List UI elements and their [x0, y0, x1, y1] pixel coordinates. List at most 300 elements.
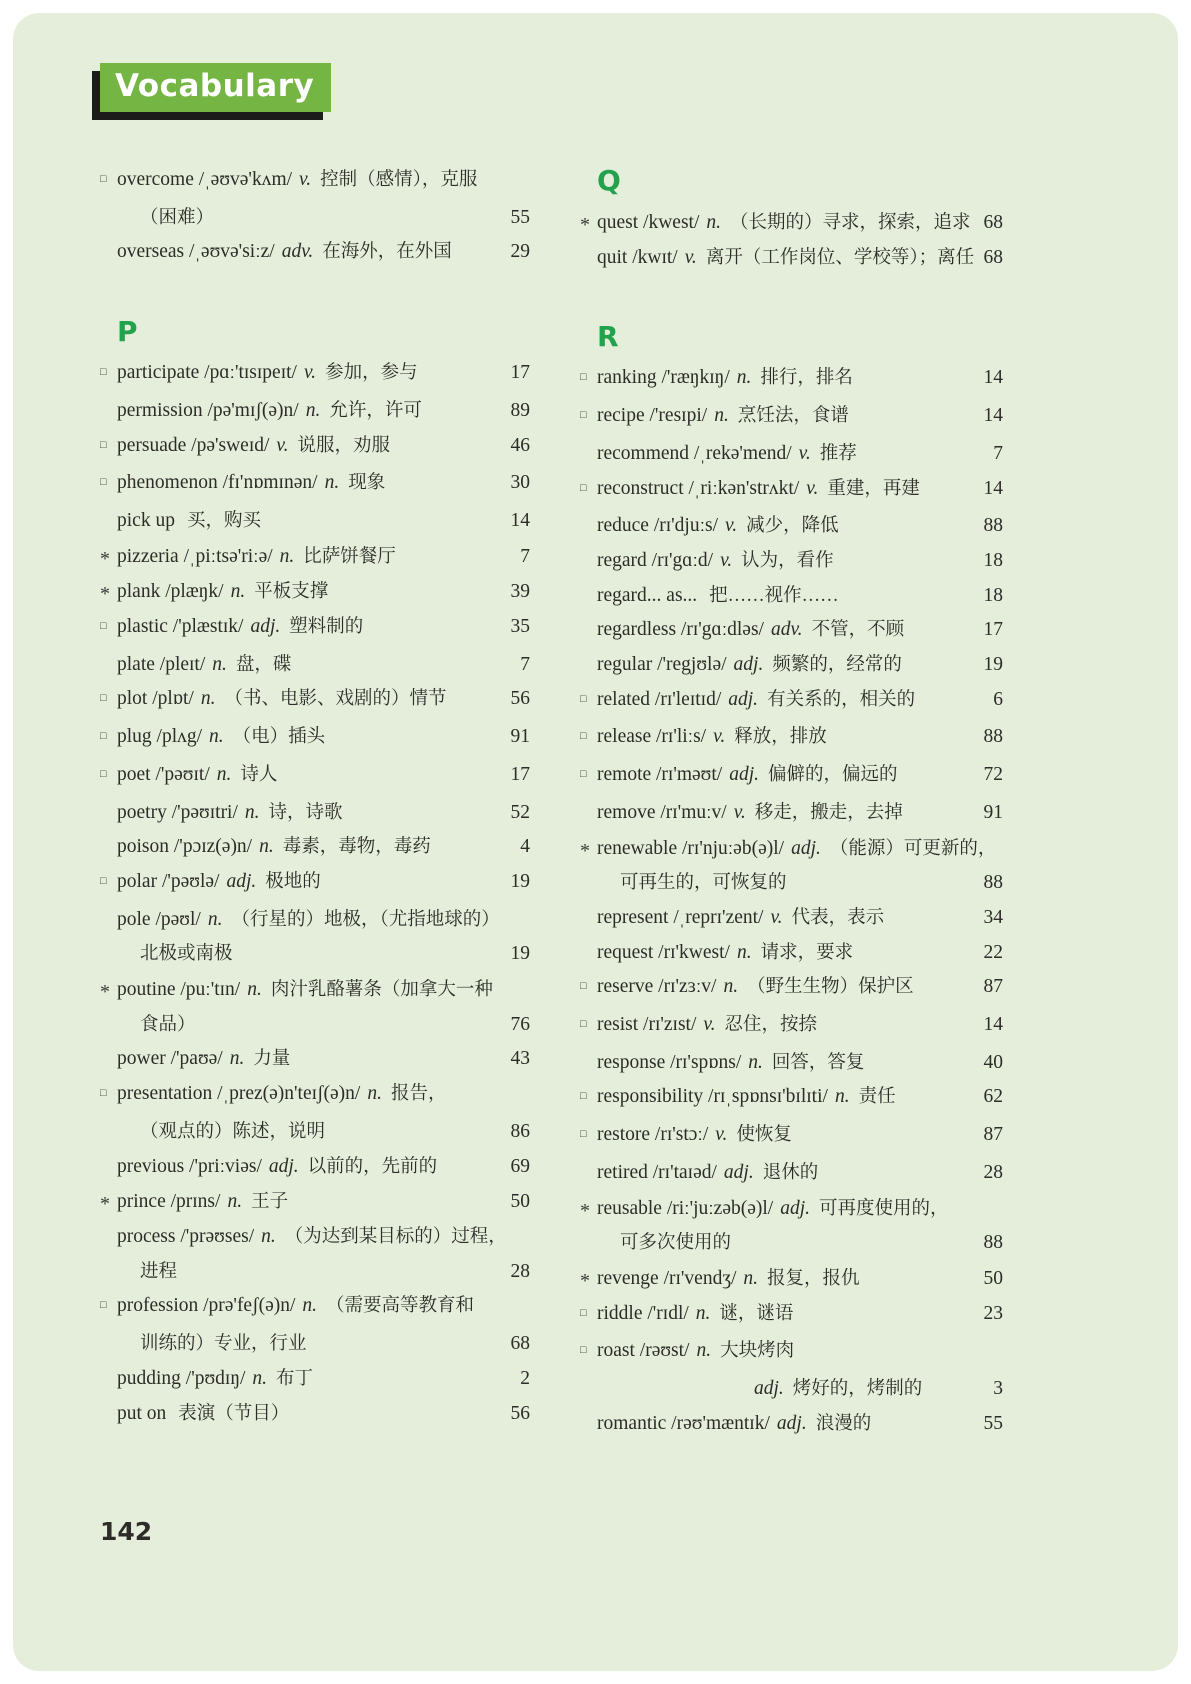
page-reference: 76 — [510, 1013, 530, 1035]
part-of-speech: n. — [209, 726, 224, 748]
part-of-speech: v. — [725, 515, 738, 537]
vocab-entry — [580, 1008, 1003, 1046]
chinese-definition: 回答，答复 — [771, 1052, 865, 1073]
part-of-speech: v. — [703, 1014, 716, 1036]
chinese-definition: 肉汁乳酪薯条（加拿大一种 — [270, 980, 493, 1001]
entry-text — [117, 1115, 492, 1150]
chinese-definition: 控制（感情），克服 — [320, 170, 478, 190]
entry-word-phonetic: regular /'regjʊlə/ — [597, 654, 727, 676]
entry-text — [117, 865, 492, 900]
vocab-entry — [100, 163, 530, 235]
entry-word-phonetic: reusable /riː'juːzəb(ə)l/ — [597, 1197, 774, 1219]
part-of-speech: n. — [200, 688, 216, 710]
square-marker-icon: □ — [580, 981, 587, 993]
entry-word-phonetic: quest /kwest/ — [597, 212, 700, 233]
part-of-speech: adj. — [791, 837, 821, 859]
square-marker-icon: □ — [580, 482, 587, 494]
square-marker-icon: □ — [580, 1345, 587, 1357]
chinese-definition: 推荐 — [819, 443, 857, 464]
vocab-entry — [580, 796, 1003, 831]
chinese-definition: 王子 — [251, 1192, 289, 1213]
square-marker-icon: □ — [580, 1091, 587, 1103]
square-marker-icon: □ — [100, 693, 107, 705]
part-of-speech: v. — [303, 362, 317, 384]
page-reference: 17 — [983, 619, 1003, 641]
page-reference: 22 — [983, 941, 1003, 963]
star-marker-icon: * — [580, 1199, 590, 1222]
entry-line — [580, 1372, 1003, 1407]
page-reference: 14 — [983, 1014, 1003, 1036]
entry-text — [597, 1192, 965, 1227]
vocab-entry — [100, 682, 530, 720]
page-reference: 2 — [520, 1367, 530, 1389]
entry-line — [580, 437, 1003, 472]
vocab-entry — [580, 437, 1003, 472]
vocab-entry — [100, 356, 530, 394]
page-reference: 87 — [983, 976, 1003, 998]
entry-line — [580, 1046, 1003, 1081]
star-marker-icon: * — [580, 1269, 590, 1292]
entry-line — [100, 648, 530, 683]
page-reference: 91 — [983, 801, 1003, 823]
part-of-speech: adj. — [268, 1155, 299, 1177]
entry-word-phonetic: prince /prɪns/ — [117, 1191, 221, 1213]
entry-word-phonetic: plug /plʌg/ — [117, 726, 203, 748]
entry-word-phonetic: remove /rɪ'muːv/ — [597, 801, 727, 823]
entry-text — [597, 1372, 965, 1407]
entry-text — [117, 1042, 492, 1077]
chinese-definition: 力量 — [253, 1049, 291, 1070]
square-marker-icon: □ — [580, 693, 587, 705]
entry-word-phonetic: poet /'pəʊɪt/ — [117, 763, 210, 785]
entry-word-phonetic: previous /'priːviəs/ — [117, 1155, 262, 1177]
vocab-entry — [580, 1334, 1003, 1406]
page-panel — [13, 13, 1178, 1671]
part-of-speech: n. — [696, 1340, 712, 1362]
entry-line — [100, 903, 530, 938]
entry-text — [597, 1080, 965, 1115]
entry-word-phonetic: quit /kwɪt/ — [597, 246, 678, 268]
page-reference: 29 — [510, 241, 530, 263]
chinese-definition: 代表，表示 — [791, 907, 885, 928]
part-of-speech: n. — [212, 653, 227, 675]
vocab-entry — [580, 758, 1003, 796]
entry-line — [100, 610, 530, 648]
entry-line — [100, 937, 530, 972]
square-marker-icon: □ — [100, 875, 107, 887]
chinese-definition: 训练的）专业，行业 — [140, 1334, 307, 1355]
entry-line — [580, 1191, 1003, 1227]
page-reference: 4 — [520, 836, 530, 858]
entry-word-phonetic: regardless /rɪ'gɑːdləs/ — [597, 619, 764, 641]
chinese-definition: 盘，碟 — [235, 654, 292, 675]
entry-line — [100, 1397, 530, 1432]
part-of-speech: v. — [733, 801, 746, 823]
entry-word-phonetic: restore /rɪ'stɔː/ — [597, 1124, 709, 1146]
entry-line — [100, 796, 530, 831]
entry-line — [100, 758, 530, 796]
chinese-definition: 可再生的，可恢复的 — [620, 873, 787, 894]
page-reference: 14 — [983, 405, 1003, 427]
page-reference: 6 — [993, 688, 1003, 710]
vocab-entry — [100, 1362, 530, 1397]
chinese-definition: 比萨饼餐厅 — [303, 546, 396, 567]
vocabulary-header-banner — [100, 63, 331, 112]
page-reference: 3 — [993, 1378, 1003, 1400]
entry-line — [580, 1226, 1003, 1261]
square-marker-icon: □ — [580, 410, 587, 422]
vocab-entry — [580, 831, 1003, 901]
page-reference: 56 — [510, 688, 530, 710]
entry-line — [580, 544, 1003, 579]
entry-word-phonetic: poutine /puː'tɪn/ — [117, 979, 241, 1001]
part-of-speech: adj. — [776, 1412, 807, 1434]
page-reference: 18 — [983, 584, 1003, 606]
entry-text — [117, 394, 492, 429]
chinese-definition: 责任 — [858, 1087, 896, 1108]
entry-line — [100, 1327, 530, 1362]
entry-text — [597, 613, 965, 648]
entry-line — [580, 579, 1003, 614]
chinese-definition: （为达到某目标的）过程， — [284, 1226, 507, 1247]
page-reference: 17 — [510, 362, 530, 384]
vocab-entry — [100, 758, 530, 796]
page-reference: 7 — [520, 545, 530, 567]
entry-text — [117, 235, 492, 270]
chinese-definition: 进程 — [140, 1261, 178, 1282]
part-of-speech: n. — [695, 1302, 711, 1324]
page-reference: 68 — [983, 212, 1003, 233]
chinese-definition: （困难） — [140, 207, 215, 228]
entry-word-phonetic: presentation /ˌprez(ə)n'teɪʃ(ə)n/ — [117, 1083, 361, 1105]
entry-line — [580, 648, 1003, 683]
entry-word-phonetic: related /rɪ'leɪtɪd/ — [597, 688, 722, 710]
entry-line — [580, 970, 1003, 1008]
vocab-entry — [580, 901, 1003, 936]
part-of-speech: n. — [259, 836, 274, 858]
vocab-entry — [580, 472, 1003, 510]
entry-text — [117, 973, 492, 1008]
entry-text — [597, 1297, 965, 1332]
entry-word-phonetic: response /rɪ'spɒns/ — [597, 1051, 742, 1073]
entry-word-phonetic: plot /plɒt/ — [117, 688, 194, 710]
entry-text — [597, 683, 965, 718]
chinese-definition: 塑料制的 — [289, 617, 364, 638]
chinese-definition: 以前的，先前的 — [307, 1156, 438, 1177]
vocab-entry — [580, 1156, 1003, 1191]
chinese-definition: 退休的 — [762, 1162, 819, 1183]
page-reference: 91 — [510, 726, 530, 748]
entry-line — [580, 1008, 1003, 1046]
chinese-definition: （长期的）寻求，探索，追求 — [730, 213, 971, 233]
part-of-speech: adj. — [780, 1197, 811, 1219]
chinese-definition: （电）插头 — [232, 727, 326, 748]
vocab-entry — [580, 1297, 1003, 1335]
square-marker-icon: □ — [580, 769, 587, 781]
entry-text — [597, 361, 965, 396]
entry-text — [117, 201, 492, 236]
part-of-speech: n. — [216, 763, 232, 785]
vocab-entry — [100, 1077, 530, 1149]
vocab-entry — [580, 1261, 1003, 1297]
entry-word-phonetic: retired /rɪ'taɪəd/ — [597, 1161, 717, 1183]
page-reference: 14 — [983, 477, 1003, 499]
part-of-speech: n. — [302, 1295, 318, 1317]
vocab-entry — [100, 466, 530, 504]
part-of-speech: n. — [736, 941, 752, 963]
entry-line — [100, 1220, 530, 1255]
entry-line — [100, 1362, 530, 1397]
vocab-entry — [100, 235, 530, 270]
entry-text — [117, 429, 492, 464]
chinese-definition: 不管，不顾 — [811, 620, 905, 641]
square-marker-icon: □ — [100, 477, 107, 489]
vocab-entry — [100, 1397, 530, 1432]
vocab-entry — [580, 648, 1003, 683]
page-reference: 68 — [510, 1333, 530, 1355]
entry-text — [117, 504, 492, 539]
chinese-definition: 诗，诗歌 — [268, 802, 343, 823]
chinese-definition: 允许，许可 — [329, 400, 422, 421]
chinese-definition: 减少，降低 — [746, 516, 839, 537]
square-marker-icon: □ — [100, 174, 107, 185]
part-of-speech: adv. — [281, 241, 314, 263]
entry-line — [580, 866, 1003, 901]
entry-word-phonetic: pole /pəʊl/ — [117, 908, 201, 930]
entry-line — [580, 1334, 1003, 1372]
chinese-definition: 毒素，毒物，毒药 — [282, 837, 431, 858]
entry-word-phonetic: riddle /'rɪdl/ — [597, 1302, 689, 1324]
page-reference: 52 — [510, 801, 530, 823]
vocab-entry — [580, 1046, 1003, 1081]
part-of-speech: adj. — [733, 654, 764, 676]
square-marker-icon: □ — [100, 768, 107, 780]
chinese-definition: 频繁的，经常的 — [772, 655, 902, 676]
page-reference: 88 — [983, 726, 1003, 748]
entry-text — [117, 937, 492, 972]
entry-line — [100, 972, 530, 1008]
entry-word-phonetic: put on — [117, 1402, 167, 1424]
square-marker-icon: □ — [580, 1019, 587, 1031]
part-of-speech: adj. — [728, 688, 759, 710]
chinese-definition: 诗人 — [240, 764, 278, 785]
square-marker-icon: □ — [580, 372, 587, 384]
entry-text — [117, 1150, 492, 1185]
page-reference: 35 — [510, 616, 530, 638]
entry-text — [597, 970, 965, 1005]
entry-word-phonetic: plastic /'plæstɪk/ — [117, 616, 244, 638]
entry-word-phonetic: regard... as... — [597, 584, 698, 606]
part-of-speech: n. — [252, 1367, 268, 1389]
part-of-speech: adv. — [770, 619, 803, 641]
page-reference: 89 — [510, 399, 530, 421]
part-of-speech: n. — [261, 1225, 276, 1247]
chinese-definition: 重建，再建 — [827, 478, 920, 499]
chinese-definition: 大块烤肉 — [720, 1341, 795, 1362]
page-reference: 23 — [983, 1302, 1003, 1324]
part-of-speech: adj. — [729, 764, 760, 786]
page-reference: 50 — [983, 1267, 1003, 1289]
vocab-entry — [100, 394, 530, 429]
square-marker-icon: □ — [580, 1129, 587, 1141]
entry-text — [117, 1397, 492, 1432]
entry-word-phonetic: reduce /rɪ'djuːs/ — [597, 515, 719, 537]
entry-line — [580, 509, 1003, 544]
part-of-speech: adj. — [754, 1378, 784, 1400]
page-reference: 19 — [510, 870, 530, 892]
chinese-definition: 移走，搬走，去掉 — [754, 802, 903, 823]
entry-text — [117, 830, 492, 865]
part-of-speech: n. — [834, 1086, 850, 1108]
page-reference: 50 — [510, 1191, 530, 1213]
vocab-entry — [580, 683, 1003, 721]
entry-text — [117, 1185, 492, 1220]
entry-text — [117, 758, 492, 793]
entry-word-phonetic: persuade /pə'sweɪd/ — [117, 434, 270, 456]
entry-text — [117, 540, 492, 575]
entry-line — [100, 394, 530, 429]
chinese-definition: 极地的 — [265, 871, 321, 892]
page-reference: 55 — [983, 1412, 1003, 1434]
chinese-definition: 请求，要求 — [760, 942, 854, 963]
entry-word-phonetic: recipe /'resɪpi/ — [597, 405, 708, 427]
entry-text — [117, 903, 500, 938]
part-of-speech: n. — [743, 1267, 759, 1289]
entry-line — [580, 796, 1003, 831]
entry-text — [597, 866, 965, 901]
vocab-entry — [100, 972, 530, 1042]
chinese-definition: 报告， — [390, 1084, 447, 1105]
star-marker-icon: * — [100, 981, 110, 1004]
page-reference: 7 — [520, 653, 530, 675]
entry-text — [117, 1077, 492, 1112]
section-letter-r: R — [597, 320, 619, 354]
entry-text — [597, 472, 965, 507]
entry-line — [100, 865, 530, 903]
vocab-entry — [100, 648, 530, 683]
part-of-speech: adj. — [226, 870, 257, 892]
entry-word-phonetic: participate /pɑː'tɪsɪpeɪt/ — [117, 362, 297, 384]
entry-text — [597, 796, 965, 831]
page-reference: 62 — [983, 1086, 1003, 1108]
chinese-definition: 排行，排名 — [760, 368, 853, 389]
entry-text — [117, 796, 492, 831]
chinese-definition: （能源）可更新的， — [829, 838, 997, 859]
square-marker-icon: □ — [100, 439, 107, 451]
chinese-definition: 烹饪法，食谱 — [737, 406, 849, 427]
entry-line — [100, 1115, 530, 1150]
entry-word-phonetic: poison /'pɔɪz(ə)n/ — [117, 836, 253, 858]
chinese-definition: 说服，劝服 — [297, 435, 391, 456]
entry-word-phonetic: pizzeria /ˌpiːtsə'riːə/ — [117, 545, 273, 567]
page-reference: 28 — [510, 1260, 530, 1282]
entry-word-phonetic: romantic /rəʊ'mæntɪk/ — [597, 1412, 770, 1434]
vocab-entry — [100, 539, 530, 575]
page-reference: 86 — [510, 1120, 530, 1142]
chinese-definition: 表演（节目） — [178, 1403, 290, 1424]
entry-line — [580, 831, 1003, 867]
vocab-entry — [100, 1220, 530, 1289]
vocab-entry — [580, 399, 1003, 437]
entry-text — [597, 544, 965, 579]
part-of-speech: v. — [720, 549, 733, 571]
page-reference: 55 — [510, 206, 530, 228]
part-of-speech: v. — [276, 434, 289, 456]
entry-line — [100, 466, 530, 504]
entry-text — [117, 1220, 507, 1255]
chinese-definition: 把……视作…… — [709, 585, 839, 606]
entry-line — [100, 429, 530, 467]
part-of-speech: n. — [324, 472, 340, 494]
part-of-speech: v. — [299, 169, 312, 190]
square-marker-icon: □ — [580, 1307, 587, 1319]
chinese-definition: 释放，排放 — [734, 727, 827, 748]
page-reference: 19 — [510, 943, 530, 965]
entry-line — [580, 683, 1003, 721]
entry-word-phonetic: reserve /rɪ'zɜːv/ — [597, 976, 717, 998]
vocab-entry — [100, 1150, 530, 1185]
star-marker-icon: * — [100, 1193, 110, 1216]
chinese-definition: 浪漫的 — [815, 1413, 872, 1434]
chinese-definition: 忍住，按捺 — [724, 1015, 817, 1036]
entry-text — [597, 579, 965, 614]
entry-word-phonetic: roast /rəʊst/ — [597, 1340, 690, 1362]
entry-line — [580, 1156, 1003, 1191]
part-of-speech: n. — [207, 908, 223, 930]
page-reference: 43 — [510, 1048, 530, 1070]
square-marker-icon: □ — [100, 367, 107, 379]
page-reference: 19 — [983, 654, 1003, 676]
star-marker-icon: * — [580, 214, 590, 236]
part-of-speech: v. — [684, 246, 697, 268]
part-of-speech: v. — [806, 477, 819, 499]
chinese-definition: 可多次使用的 — [620, 1233, 732, 1254]
entry-line — [100, 720, 530, 758]
entry-line — [580, 241, 1003, 276]
entry-line — [100, 1042, 530, 1077]
entry-text — [117, 682, 492, 717]
vocab-entry — [580, 544, 1003, 579]
square-marker-icon: □ — [100, 1088, 107, 1100]
chinese-definition: 谜，谜语 — [719, 1303, 794, 1324]
chinese-definition: 买，购买 — [186, 510, 261, 531]
entry-word-phonetic: regard /rɪ'gɑːd/ — [597, 549, 714, 571]
entry-text — [117, 575, 492, 610]
vocab-column-left — [100, 163, 530, 1442]
part-of-speech: adj. — [723, 1161, 754, 1183]
entry-text — [597, 1334, 965, 1369]
vocab-entry — [580, 936, 1003, 971]
entry-text — [597, 648, 965, 683]
page-reference: 30 — [510, 472, 530, 494]
chinese-definition: 认为，看作 — [741, 550, 834, 571]
part-of-speech: n. — [706, 212, 721, 233]
entry-word-phonetic: overcome /ˌəʊvə'kʌm/ — [117, 169, 293, 190]
square-marker-icon: □ — [100, 1300, 107, 1312]
entry-line — [580, 720, 1003, 758]
chinese-definition: 报复，报仇 — [767, 1268, 860, 1289]
page-reference: 88 — [983, 1232, 1003, 1254]
page-number: 142 — [100, 1517, 153, 1546]
part-of-speech: adj. — [250, 616, 281, 638]
star-marker-icon: * — [100, 547, 110, 570]
page-reference: 87 — [983, 1124, 1003, 1146]
vocab-entry — [580, 1118, 1003, 1156]
entry-text — [597, 509, 965, 544]
page-reference: 39 — [510, 581, 530, 603]
vocab-entry — [100, 720, 530, 758]
part-of-speech: v. — [713, 726, 726, 748]
